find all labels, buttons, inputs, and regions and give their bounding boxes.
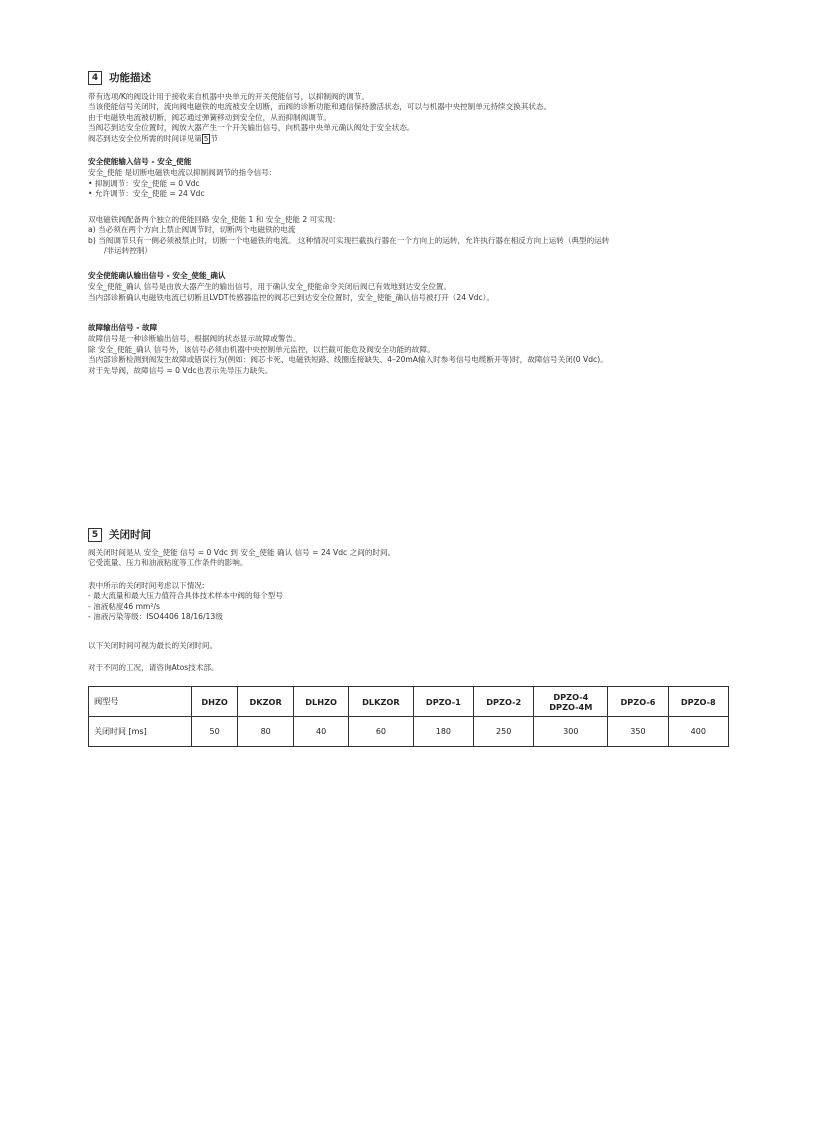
paragraph-line: 安全_使能_确认 信号是由放大器产生的输出信号，用于确认安全_使能命令关闭后阀已有效地到达安全位置。 [88, 282, 452, 292]
model-name: DLHZO [305, 696, 337, 707]
table-header-row [89, 687, 729, 717]
subheading: 安全使能确认输出信号 - 安全_使能_确认 [88, 271, 226, 280]
closing-time-definition [88, 548, 738, 569]
subheading: 安全使能输入信号 - 安全_使能 [88, 157, 192, 166]
paragraph-line: 阀关闭时间是从 安全_使能 信号 = 0 Vdc 到 安全_使能 确认 信号 = 24 Vdc 之间的时间。 [88, 548, 396, 557]
section-title: 关闭时间 [109, 529, 151, 541]
paragraph-line: 它受流量、压力和油液粘度等工作条件的影响。 [88, 558, 248, 568]
model-name: DPZO-6 [620, 696, 656, 707]
time-cell: 180 [413, 717, 473, 747]
model-name: DPZO-2 [486, 696, 522, 707]
row-label-cell: 关闭时间 [ms] [89, 717, 192, 747]
paragraph-line: 安全_使能 是切断电磁铁电流以抑制阀调节的指令信号： [88, 168, 277, 178]
fault-output-block [88, 323, 738, 376]
paragraph-line: 表中所示的关闭时间考虑以下情况: [88, 581, 205, 590]
table-header-cell: 阀型号 [89, 687, 192, 717]
model-cell [474, 687, 534, 717]
max-time-note [88, 641, 738, 651]
paragraph-line: 带有选项/K的阀设计用于接收来自机器中央单元的开关使能信号，以抑制阀的调节。 [88, 92, 369, 101]
inline-text: 节 [210, 133, 218, 143]
time-cell: 400 [668, 717, 728, 747]
paragraph-line: 对于不同的工况，请咨询Atos技术部。 [88, 663, 219, 672]
time-cell: 300 [534, 717, 608, 747]
model-cell [349, 687, 414, 717]
paragraph-line: b) 当阀调节只有一侧必须被禁止时，切断一个电磁铁的电流。 这种情况可实现拦截执行器在一个方向上的运转，允许执行器在相反方向上运转（典型的运转 [88, 235, 610, 245]
paragraph-line: 对于先导阀，故障信号 = 0 Vdc也表示先导压力缺失。 [88, 365, 273, 375]
list-item: - 油液粘度46 mm²/s [88, 601, 160, 611]
enable-input-block [88, 157, 738, 200]
paragraph-line: 双电磁铁阀配备两个独立的使能回路 安全_使能 1 和 安全_使能 2 可实现： [88, 215, 340, 224]
conditions-list [88, 581, 738, 623]
paragraph-line: • 抑制调节：安全_使能 = 0 Vdc [88, 178, 200, 188]
time-cell: 350 [608, 717, 668, 747]
paragraph-line: 当该使能信号关闭时，流向阀电磁铁的电流被安全切断，而阀的诊断功能和通信保持激活状态，可以与机器中央控制单元持续交换其状态。 [88, 102, 552, 112]
time-cell: 50 [192, 717, 238, 747]
time-cell: 80 [238, 717, 294, 747]
section-5-heading [88, 527, 151, 542]
model-name-sub: DPZO-4M [549, 701, 593, 712]
model-name: DKZOR [249, 696, 282, 707]
time-cell: 60 [349, 717, 414, 747]
section-4-heading [88, 70, 151, 85]
model-cell [608, 687, 668, 717]
paragraph-line: 当阀芯到达安全位置时，阀放大器产生一个开关输出信号，向机器中央单元确认阀处于安全状态。 [88, 123, 415, 133]
model-cell [192, 687, 238, 717]
section-4-intro [88, 92, 738, 144]
paragraph-line: 当内部诊断检测到阀发生故障或错误行为(例如：阀芯卡死、电磁铁短路、线圈连接缺失、4–20mA输入时参考信号电缆断开等)时，故障信号关闭(0 Vdc)。 [88, 355, 608, 365]
table-row [89, 717, 729, 747]
closing-time-table [88, 686, 729, 747]
ack-output-block [88, 271, 738, 303]
time-cell: 40 [294, 717, 349, 747]
subheading: 故障输出信号 - 故障 [88, 323, 158, 332]
paragraph-line: 除 安全_使能_确认 信号外，该信号必须由机器中央控制单元监控，以拦截可能危及阀安全功能的故障。 [88, 344, 435, 354]
model-cell [238, 687, 294, 717]
section-title: 功能描述 [109, 72, 151, 84]
paragraph-line: • 允许调节：安全_使能 = 24 Vdc [88, 189, 205, 199]
model-cell [668, 687, 728, 717]
paragraph-line: 故障信号是一种诊断输出信号，根据阀的状态显示故障或警告。 [88, 334, 301, 344]
list-item: - 油液污染等级：ISO4406 18/16/13级 [88, 612, 223, 622]
paragraph-line: 当内部诊断确认电磁铁电流已切断且LVDT传感器监控的阀芯已到达安全位置时，安全_使能_确认信号被打开（24 Vdc）。 [88, 292, 495, 302]
paragraph-line [88, 134, 738, 144]
section-number-box: 4 [88, 71, 102, 85]
model-name: DPZO-8 [680, 696, 716, 707]
time-cell: 250 [474, 717, 534, 747]
model-cell [534, 687, 608, 717]
section-ref-box: 5 [203, 134, 209, 143]
model-name: DPZO-4 [553, 691, 589, 702]
model-cell [413, 687, 473, 717]
contact-note [88, 663, 738, 673]
paragraph-line: /非运转控制） [104, 246, 153, 256]
model-name: DHZO [201, 696, 228, 707]
paragraph-line: 以下关闭时间可视为最长的关闭时间。 [88, 641, 218, 650]
model-name: DLKZOR [362, 696, 400, 707]
model-name: DPZO-1 [425, 696, 461, 707]
inline-text: 阀芯到达安全位所需的时间详见第 [88, 133, 202, 143]
paragraph-line: a) 当必须在两个方向上禁止阀调节时，切断两个电磁铁的电流 [88, 225, 296, 235]
dual-solenoid-block [88, 215, 738, 257]
section-number-box: 5 [88, 528, 102, 542]
paragraph-line: 由于电磁铁电流被切断，阀芯通过弹簧移动到安全位，从而抑制阀调节。 [88, 112, 331, 122]
list-item: - 最大流量和最大压力值符合具体技术样本中阀的每个型号 [88, 591, 283, 601]
model-cell [294, 687, 349, 717]
